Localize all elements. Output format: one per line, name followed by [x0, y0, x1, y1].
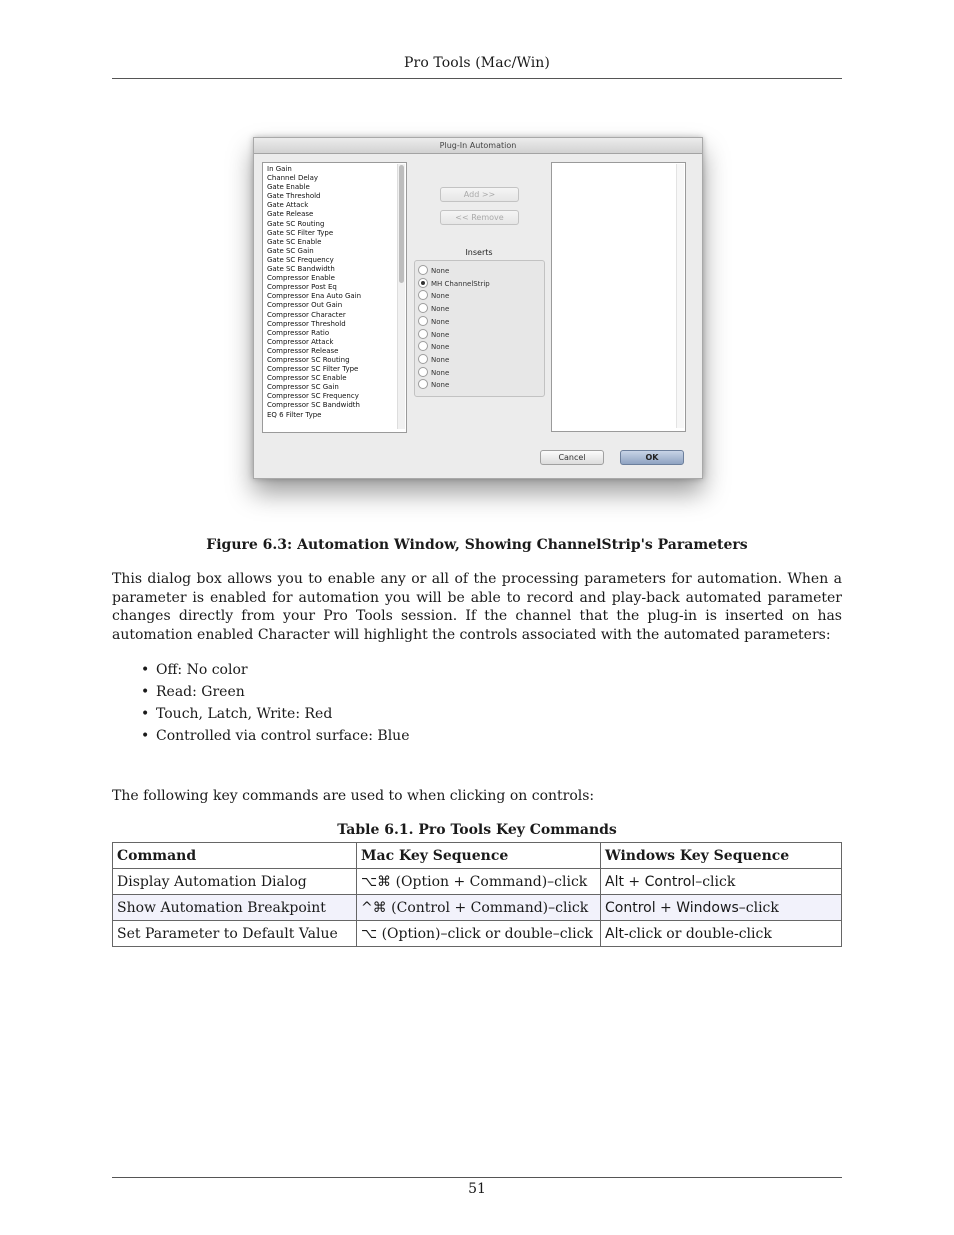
- inserts-radio-group: [414, 260, 545, 397]
- body-paragraph: This dialog box allows you to enable any or all of the processing parameters for automation. When a parameter is enabled for automation you will be able to record and play-back automated parameter changes directly from your Pro Tools session. If the channel that the plug-in is inserted on has automation enabled Character will highlight the controls associated with the automated parameters:: [112, 571, 842, 644]
- parameter-list-item[interactable]: Gate Threshold: [267, 192, 321, 201]
- parameter-list-item[interactable]: Compressor Ratio: [267, 328, 330, 337]
- cancel-button[interactable]: Cancel: [540, 450, 604, 465]
- column-header: Windows Key Sequence: [601, 843, 842, 869]
- automation-color-list: [141, 660, 409, 748]
- win-key-text: +: [655, 899, 677, 916]
- parameter-list-item[interactable]: Compressor SC Routing: [267, 355, 350, 364]
- radio-checked-icon[interactable]: [418, 278, 428, 288]
- mac-key-glyphs: ⌥⌘: [361, 873, 392, 890]
- parameter-list-item[interactable]: Compressor SC Frequency: [267, 392, 359, 401]
- intro-paragraph: The following key commands are used to when clicking on controls:: [112, 788, 595, 804]
- insert-label: None: [431, 330, 450, 339]
- list-item: • Read: Green: [141, 682, 409, 704]
- list-item: • Touch, Latch, Write: Red: [141, 704, 409, 726]
- insert-label: None: [431, 381, 450, 390]
- automated-parameters-list[interactable]: [551, 162, 686, 432]
- parameter-list-item[interactable]: Compressor Character: [267, 310, 346, 319]
- mac-key-glyphs: ^⌘: [361, 899, 387, 916]
- insert-radio-option[interactable]: [418, 367, 449, 379]
- column-header: Command: [113, 843, 357, 869]
- insert-label: MH ChannelStrip: [431, 279, 490, 288]
- insert-label: None: [431, 368, 450, 377]
- key-commands-table: [112, 842, 842, 947]
- insert-label: None: [431, 317, 450, 326]
- insert-radio-option[interactable]: [418, 278, 490, 290]
- insert-radio-option[interactable]: [418, 341, 449, 353]
- parameter-list[interactable]: [262, 162, 407, 433]
- windows-keys-cell: [601, 895, 842, 921]
- parameter-list-item[interactable]: Compressor Post Eq: [267, 283, 337, 292]
- command-cell: Show Automation Breakpoint: [113, 895, 357, 921]
- parameter-list-item[interactable]: Gate Release: [267, 210, 314, 219]
- parameter-list-item[interactable]: Compressor SC Bandwidth: [267, 401, 360, 410]
- plugin-automation-dialog: [253, 137, 703, 479]
- table-row: [113, 869, 842, 895]
- radio-icon[interactable]: [418, 290, 428, 300]
- mac-key-text: (Option + Command)–click: [391, 873, 588, 890]
- table-row: [113, 921, 842, 947]
- command-cell: Display Automation Dialog: [113, 869, 357, 895]
- mac-keys-cell: [357, 921, 601, 947]
- insert-label: None: [431, 267, 450, 275]
- remove-button[interactable]: << Remove: [440, 210, 519, 225]
- win-key: Control: [644, 873, 696, 890]
- page-number: 51: [468, 1181, 486, 1197]
- win-key: Control: [605, 899, 656, 916]
- inserts-label: Inserts: [465, 248, 493, 257]
- parameter-list-item[interactable]: Compressor SC Gain: [267, 383, 339, 392]
- parameter-list-item[interactable]: Gate SC Gain: [267, 246, 314, 255]
- parameter-list-item[interactable]: Gate Attack: [267, 201, 309, 210]
- win-key-text: -click or double-click: [623, 925, 772, 942]
- win-key-text: –click: [738, 899, 779, 916]
- parameter-list-item[interactable]: Gate SC Filter Type: [267, 228, 334, 237]
- table-row: [113, 895, 842, 921]
- win-key: Alt: [605, 873, 624, 890]
- insert-label: None: [431, 343, 450, 352]
- parameter-list-item[interactable]: Compressor Threshold: [267, 319, 346, 328]
- parameter-list-item[interactable]: Channel Delay: [267, 174, 319, 183]
- parameter-list-item[interactable]: Compressor Enable: [267, 274, 335, 283]
- table-header-row: [113, 843, 842, 869]
- windows-keys-cell: [601, 869, 842, 895]
- automated-list-scrollbar[interactable]: [676, 164, 684, 428]
- radio-icon[interactable]: [418, 329, 428, 339]
- radio-icon[interactable]: [418, 265, 428, 275]
- mac-keys-cell: [357, 895, 601, 921]
- parameter-list-item[interactable]: Gate Enable: [267, 183, 310, 192]
- mac-key-text: (Option)–click or double–click: [377, 925, 593, 942]
- insert-label: None: [431, 355, 450, 364]
- insert-radio-option[interactable]: [418, 265, 449, 277]
- ok-button[interactable]: OK: [620, 450, 684, 465]
- table-title: Table 6.1. Pro Tools Key Commands: [337, 822, 617, 838]
- mac-key-glyphs: ⌥: [361, 925, 378, 942]
- insert-radio-option[interactable]: [418, 303, 449, 315]
- dialog-title: Plug-In Automation: [254, 138, 702, 154]
- header-rule: [112, 78, 842, 79]
- parameter-list-item[interactable]: Compressor Attack: [267, 337, 334, 346]
- insert-label: None: [431, 305, 450, 314]
- parameter-list-item[interactable]: Compressor Out Gain: [267, 301, 343, 310]
- win-key-text: –click: [695, 873, 736, 890]
- insert-radio-option[interactable]: [418, 290, 449, 302]
- parameter-list-item[interactable]: Compressor Ena Auto Gain: [267, 292, 362, 301]
- insert-radio-option[interactable]: [418, 354, 449, 366]
- parameter-list-item[interactable]: Gate SC Routing: [267, 219, 325, 228]
- figure-caption: Figure 6.3: Automation Window, Showing ChannelStrip's Parameters: [206, 537, 748, 553]
- list-item: • Controlled via control surface: Blue: [141, 726, 409, 748]
- radio-icon[interactable]: [418, 341, 428, 351]
- radio-icon[interactable]: [418, 303, 428, 313]
- column-header: Mac Key Sequence: [357, 843, 601, 869]
- radio-icon[interactable]: [418, 316, 428, 326]
- command-cell: Set Parameter to Default Value: [113, 921, 357, 947]
- parameter-list-item[interactable]: Gate SC Frequency: [267, 255, 334, 264]
- page-header-title: Pro Tools (Mac/Win): [404, 55, 550, 71]
- radio-icon[interactable]: [418, 379, 428, 389]
- list-item: • Off: No color: [141, 660, 409, 682]
- win-key: Windows: [676, 899, 739, 916]
- parameter-list-item[interactable]: Compressor SC Filter Type: [267, 365, 359, 374]
- footer-rule: [112, 1177, 842, 1178]
- scroll-thumb[interactable]: [399, 165, 404, 283]
- parameter-list-item[interactable]: Compressor SC Enable: [267, 374, 347, 383]
- windows-keys-cell: [601, 921, 842, 947]
- parameter-list-item[interactable]: EQ 6 Filter Type: [267, 410, 322, 419]
- insert-label: None: [431, 292, 450, 301]
- win-key-text: +: [623, 873, 645, 890]
- insert-radio-option[interactable]: [418, 379, 449, 391]
- mac-keys-cell: [357, 869, 601, 895]
- mac-key-text: (Control + Command)–click: [386, 899, 589, 916]
- parameter-list-scrollbar[interactable]: [397, 164, 405, 429]
- insert-radio-option[interactable]: [418, 329, 449, 341]
- parameter-list-item[interactable]: Compressor Release: [267, 346, 339, 355]
- radio-icon[interactable]: [418, 354, 428, 364]
- parameter-list-item[interactable]: Gate SC Bandwidth: [267, 265, 335, 274]
- radio-icon[interactable]: [418, 367, 428, 377]
- win-key: Alt: [605, 925, 624, 942]
- parameter-list-item[interactable]: Gate SC Enable: [267, 237, 322, 246]
- parameter-list-item[interactable]: In Gain: [267, 165, 292, 173]
- insert-radio-option[interactable]: [418, 316, 449, 328]
- add-button[interactable]: Add >>: [440, 187, 519, 202]
